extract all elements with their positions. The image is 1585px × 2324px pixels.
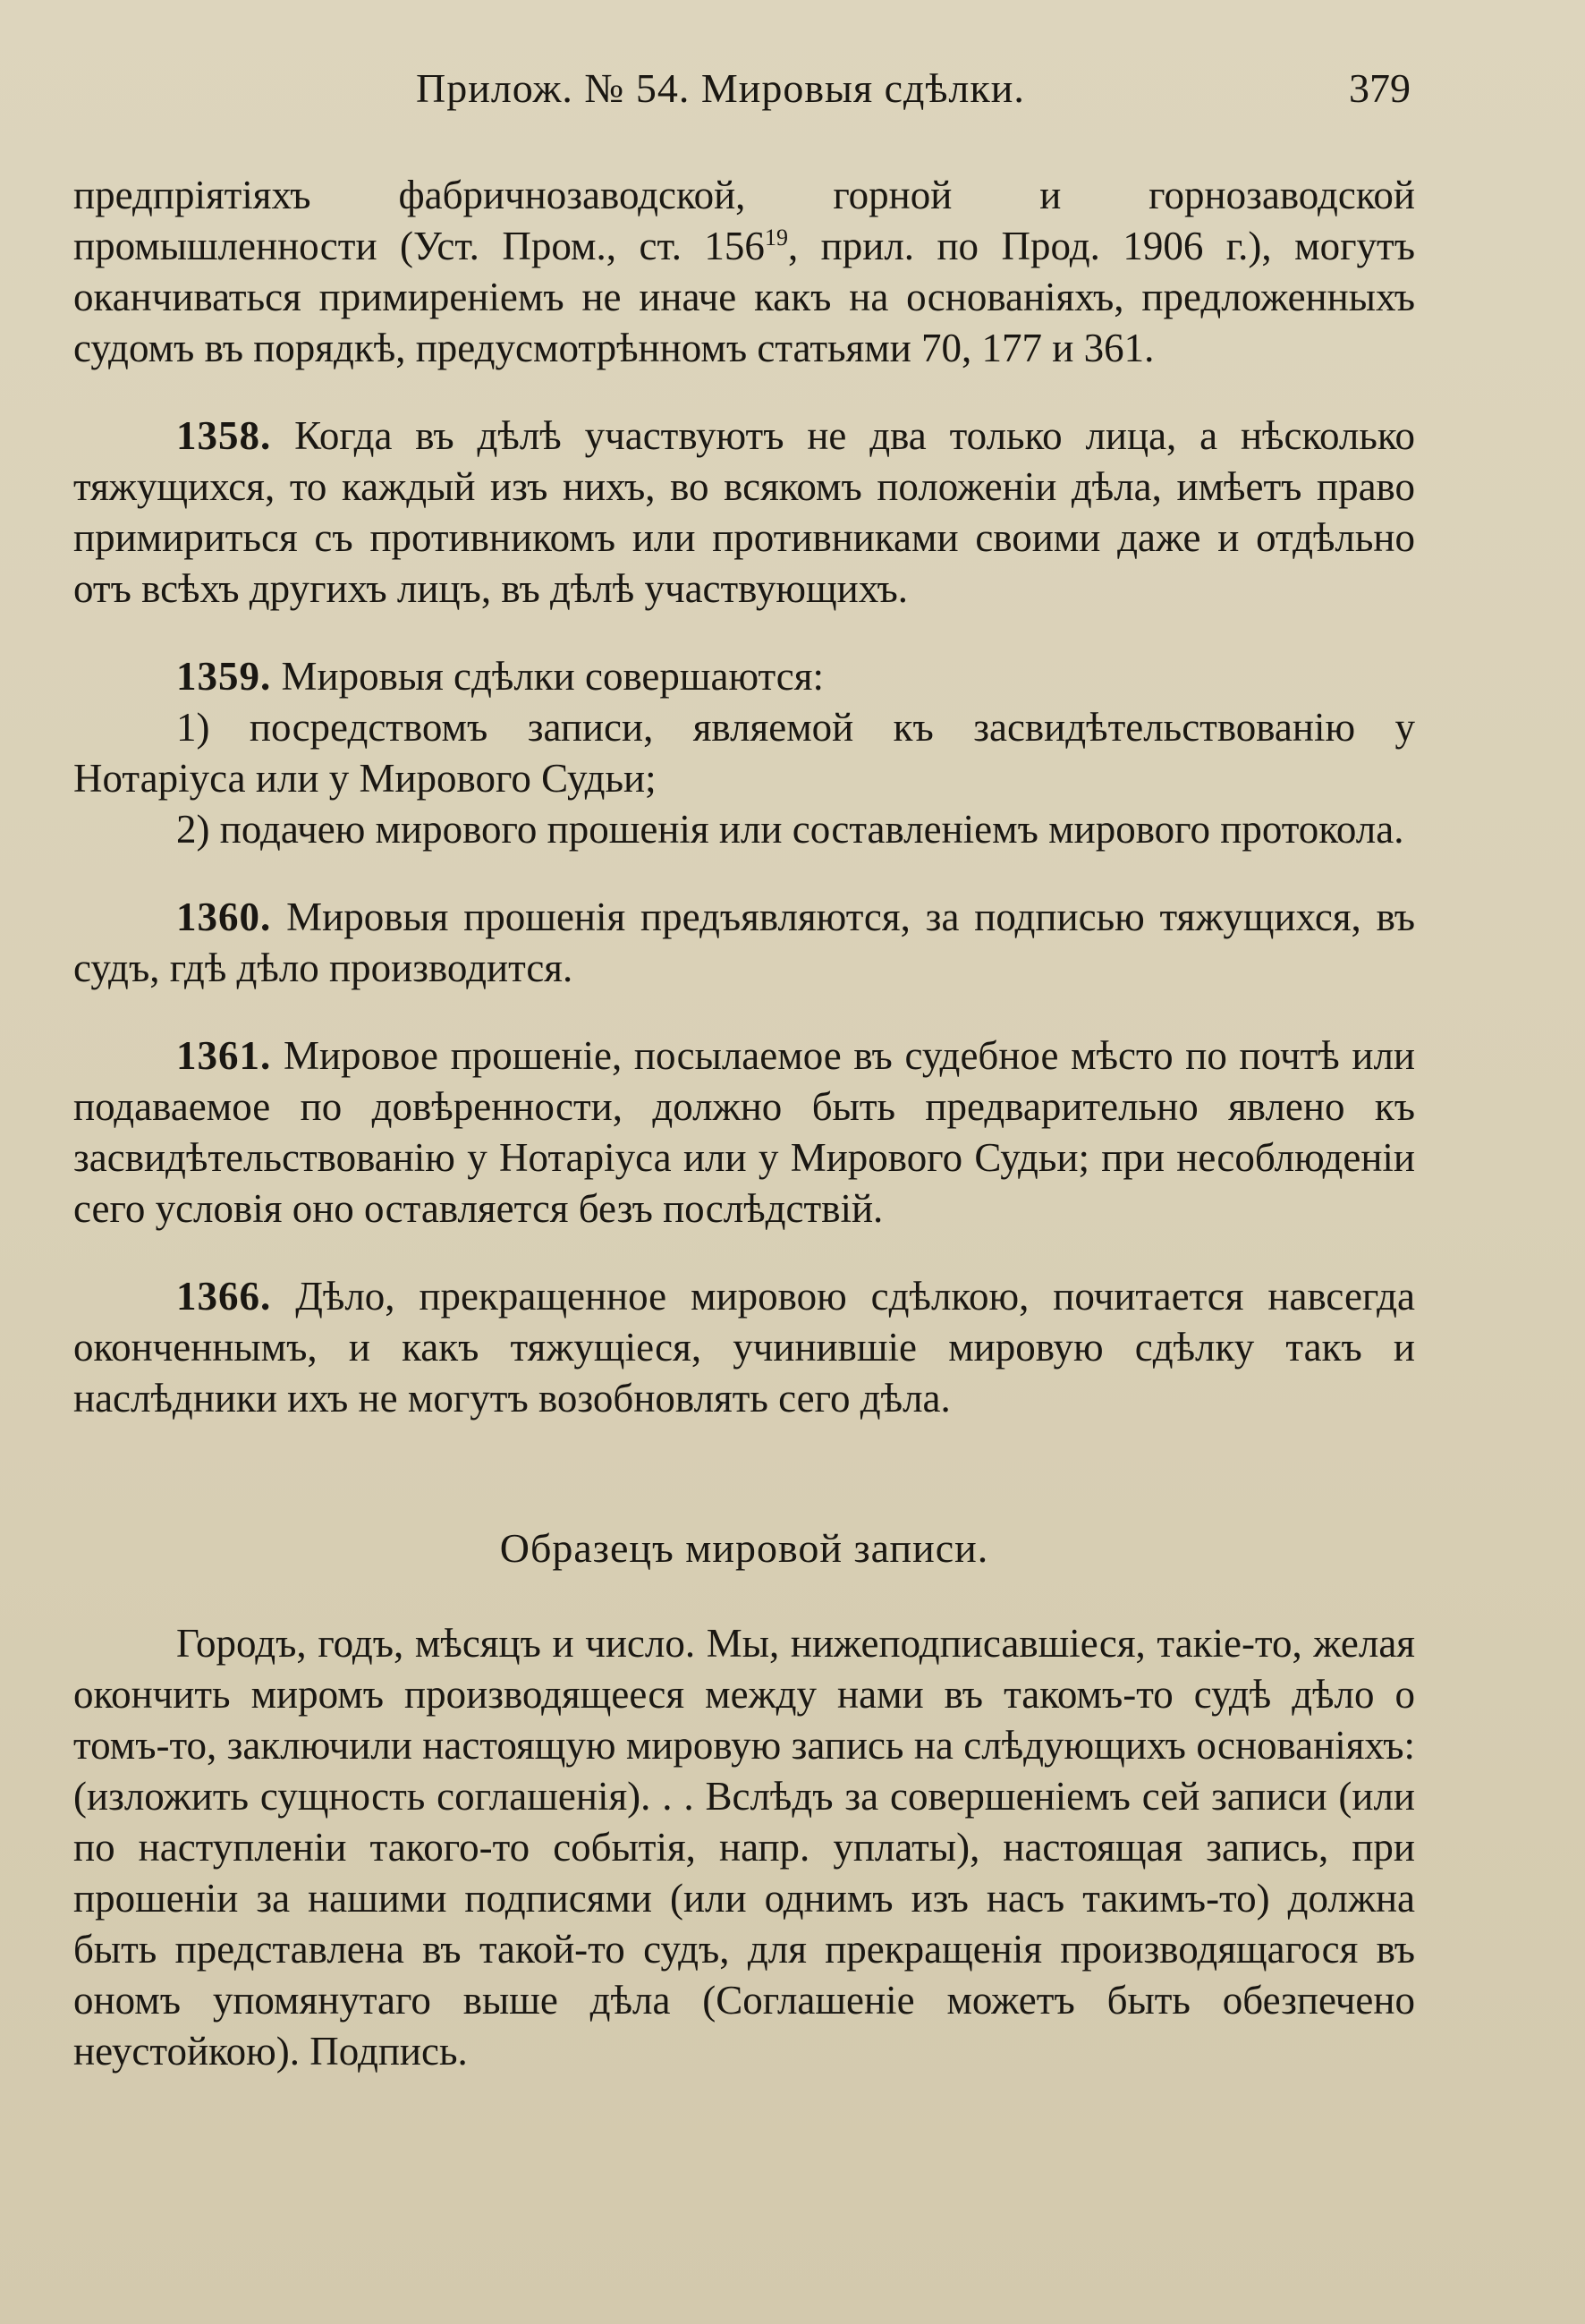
continuation-text-before: предпріятіяхъ фабричнозаводской, горной и горнозаводской промышленности (Уст. Пром., ст. 156 — [73, 173, 1415, 268]
article-text: Когда въ дѣлѣ участвуютъ не два только лица, а нѣсколько тяжущихся, то каждый изъ нихъ, во всякомъ положеніи дѣла, имѣетъ право примириться съ противникомъ или противниками своими даже и отдѣльно отъ всѣхъ другихъ лицъ, въ дѣлѣ участвующихъ. — [73, 413, 1415, 611]
article-1358 — [73, 411, 1415, 615]
article-1360 — [73, 892, 1415, 994]
body-text — [73, 170, 1415, 2114]
article-text: Мировыя сдѣлки совершаются: — [281, 654, 824, 699]
article-1359 — [73, 651, 1415, 855]
continuation-text-after: , прил. по Прод. 1906 г.), могутъ оканчиваться примиреніемъ не иначе какъ на основаніяхъ, предложенныхъ судомъ въ порядкѣ, предусмотрѣнномъ статьями 70, 177 и 361. — [73, 224, 1415, 370]
footnote-superscript: 19 — [764, 225, 788, 250]
continuation-paragraph — [73, 170, 1415, 374]
list-item: 1) посредствомъ записи, являемой къ засвидѣтельствованію у Нотаріуса или у Мирового Судьи; — [73, 705, 1415, 801]
article-number: 1358. — [176, 413, 272, 458]
article-number: 1359. — [176, 654, 272, 699]
section-title: Образецъ мировой записи. — [499, 1525, 989, 1571]
article-text: Дѣло, прекращенное мировою сдѣлкою, почитается навсегда оконченнымъ, и какъ тяжущіеся, учинившіе мировую сдѣлку такъ и наслѣдники ихъ не могутъ возобновлять сего дѣла. — [73, 1274, 1416, 1421]
article-number: 1366. — [176, 1274, 272, 1319]
running-title: Прилож. № 54. Мировыя сдѣлки. — [416, 65, 1025, 111]
article-1359-lead — [73, 651, 1415, 702]
page-number: 379 — [1349, 65, 1411, 111]
sample-paragraph: Городъ, годъ, мѣсяцъ и число. Мы, нижеподписавшіеся, такіе-то, желая окончить миромъ производящееся между нами въ такомъ-то судѣ дѣло о томъ-то, заключили настоящую мировую запись на слѣдующихъ основаніяхъ: (изложить сущность соглашенія). . . Вслѣдъ за совершеніемъ сей записи (или по наступленіи такого-то событія, напр. уплаты), настоящая запись, при прошеніи за нашими подписями (или однимъ изъ насъ такимъ-то) должна быть представлена въ такой-то судъ, для прекращенія производящагося въ ономъ упомянутаго выше дѣла (Соглашеніе можетъ быть обезпечено неустойкою). Подпись. — [73, 1621, 1415, 2074]
list-item: 2) подачею мирового прошенія или составленіемъ мирового протокола. — [176, 807, 1404, 852]
article-1366 — [73, 1271, 1415, 1424]
page-header — [0, 64, 1585, 127]
article-text: Мировыя прошенія предъявляются, за подписью тяжущихся, въ судъ, гдѣ дѣло производится. — [73, 895, 1415, 990]
article-number: 1360. — [176, 895, 272, 939]
article-number: 1361. — [176, 1033, 272, 1078]
article-1361 — [73, 1031, 1415, 1234]
article-text: Мировое прошеніе, посылаемое въ судебное мѣсто по почтѣ или подаваемое по довѣренности, должно быть предварительно явлено къ засвидѣтельствованію у Нотаріуса или у Мирового Судьи; при несоблюденіи сего условія оно оставляется безъ послѣдствій. — [73, 1033, 1416, 1231]
